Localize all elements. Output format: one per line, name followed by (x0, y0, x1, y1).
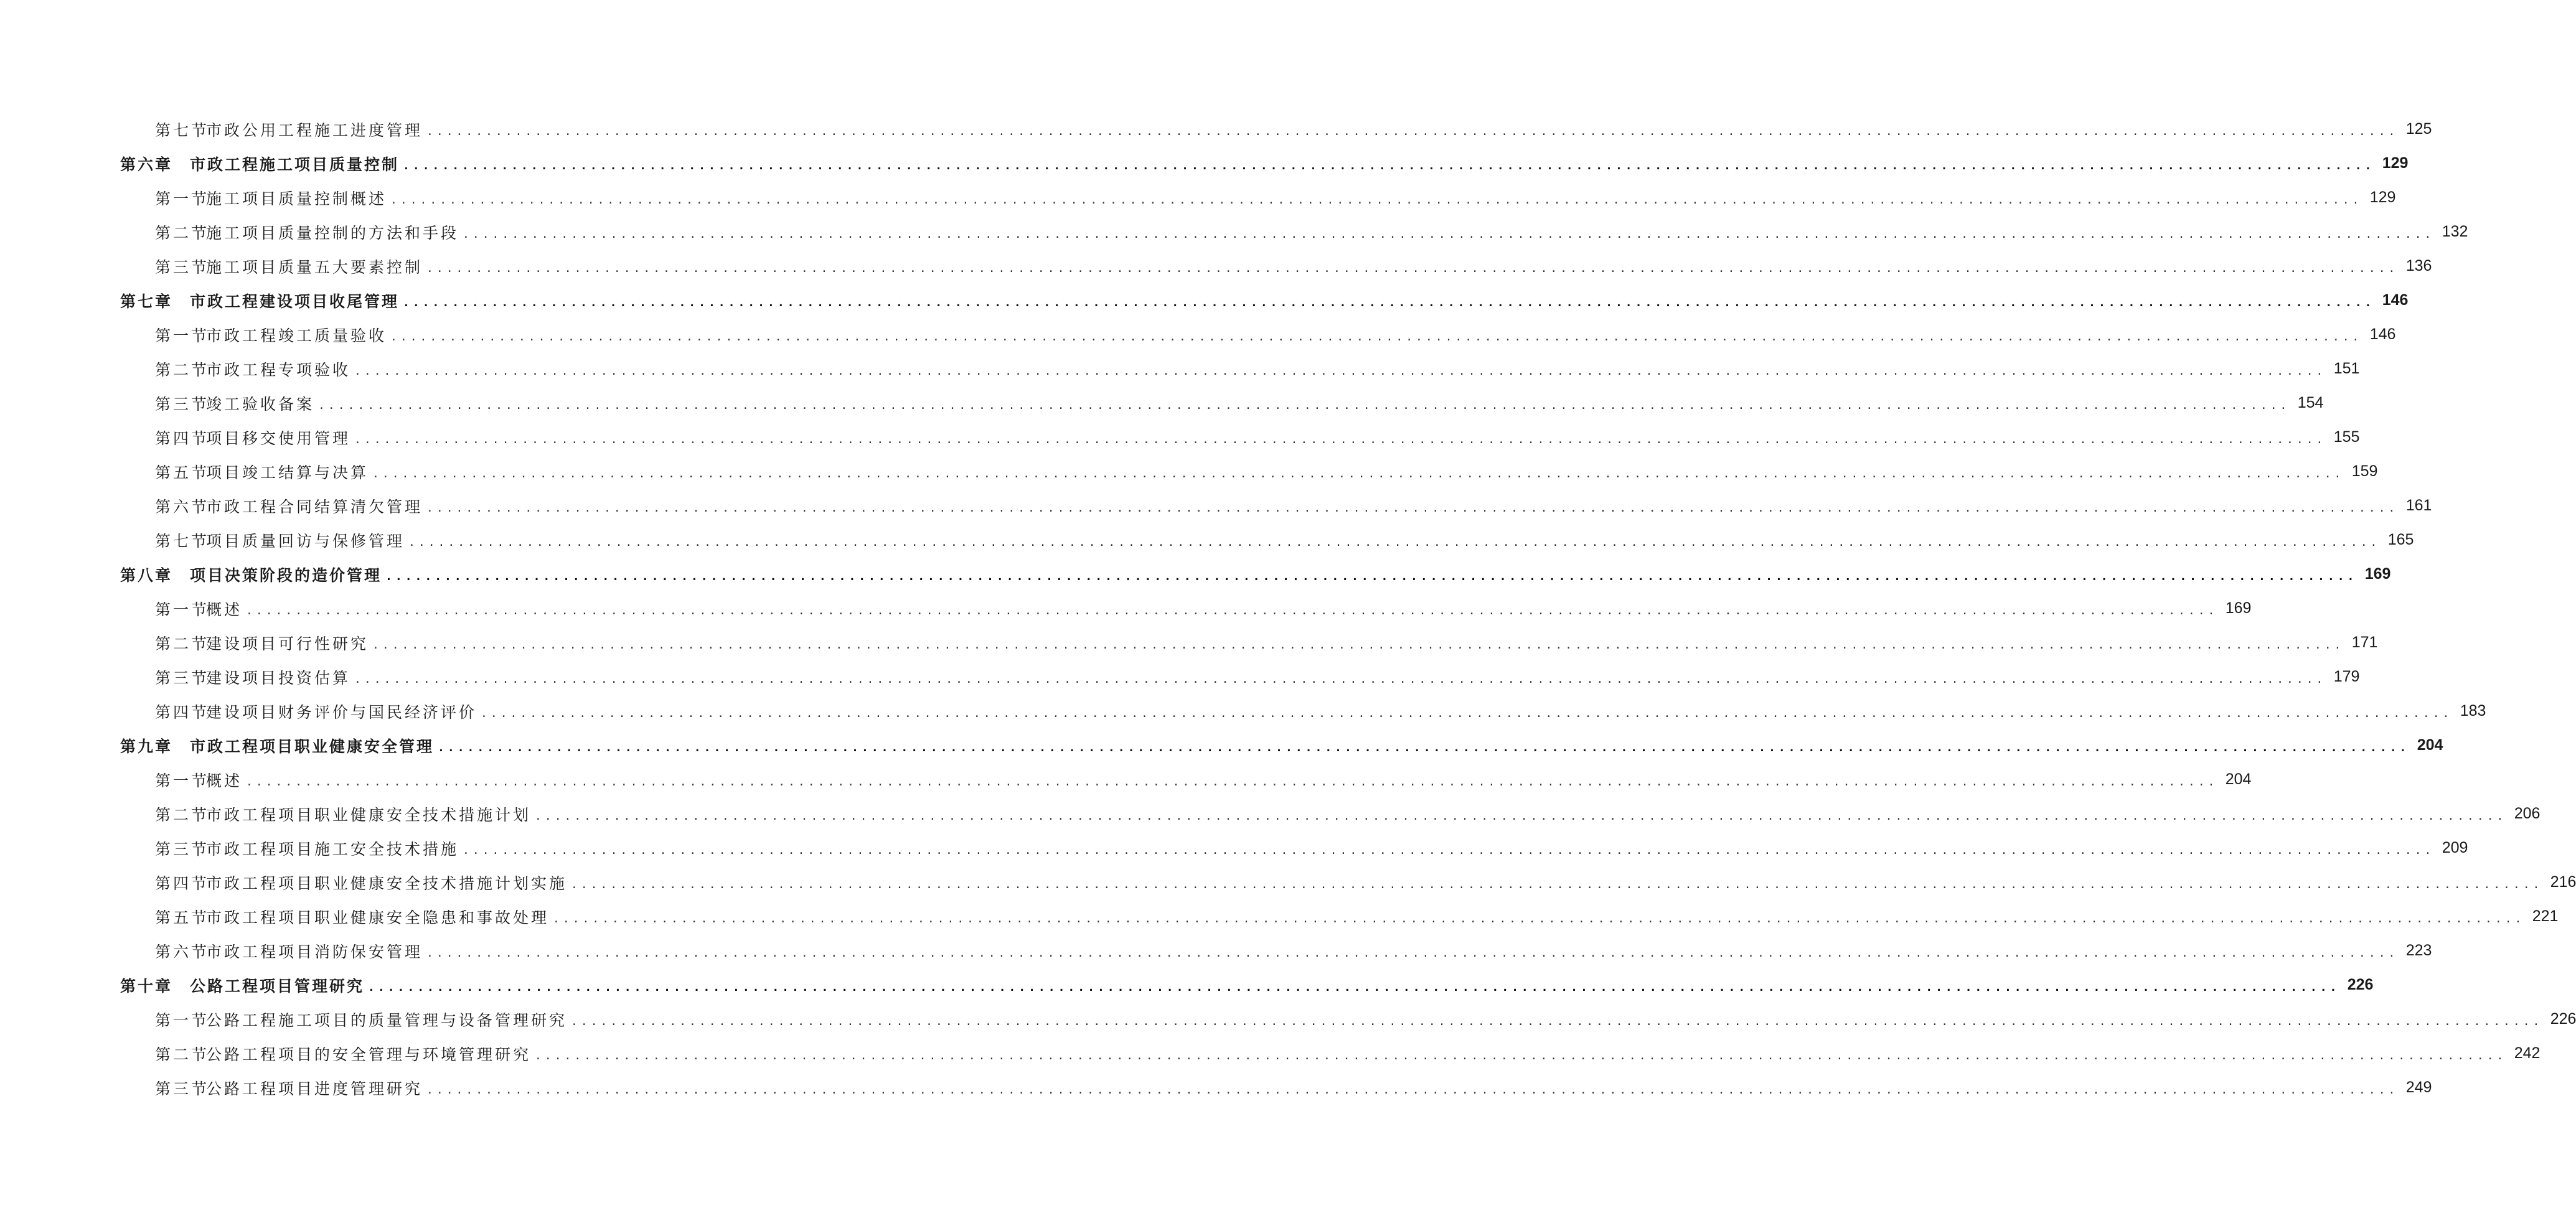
section-number: 第四节 (155, 874, 210, 893)
toc-section-row[interactable] (0, 523, 2414, 557)
toc-chapter-row[interactable] (0, 557, 2391, 591)
section-title: 施工项目质量控制的方法和手段 (206, 223, 459, 242)
section-number: 第七节 (155, 532, 210, 550)
section-title: 项目移交使用管理 (206, 429, 351, 447)
dot-leader: ........................................................................................................................................................................................................ (354, 672, 2326, 686)
toc-section-row[interactable] (0, 180, 2396, 215)
toc-section-row[interactable] (0, 454, 2378, 489)
dot-leader: ........................................................................................................................................................................................................ (426, 501, 2399, 515)
chapter-number: 第九章 (120, 737, 173, 756)
section-title: 市政工程专项验收 (206, 360, 351, 379)
toc-chapter-row[interactable] (0, 283, 2409, 317)
dot-leader: ........................................................................................................................................................................................................ (318, 398, 2290, 412)
section-number: 第三节 (155, 1079, 210, 1098)
dot-leader: ........................................................................................................................................................................................................ (463, 227, 2435, 241)
toc-section-row[interactable] (0, 797, 2541, 831)
page-number: 146 (2369, 326, 2396, 343)
page-number: 242 (2514, 1044, 2541, 1062)
dot-leader: ........................................................................................................................................................................................................ (553, 912, 2525, 925)
dot-leader: ........................................................................................................................................................................................................ (535, 1049, 2507, 1062)
toc-section-row[interactable] (0, 934, 2432, 968)
page-number: 125 (2405, 120, 2432, 138)
toc-section-row[interactable] (0, 420, 2360, 454)
section-number: 第一节 (155, 1011, 210, 1029)
section-number: 第一节 (155, 771, 210, 790)
page-number: 204 (2225, 771, 2252, 788)
section-title: 市政工程项目施工安全技术措施 (206, 840, 459, 858)
table-of-contents (0, 112, 2576, 1105)
section-number: 第一节 (155, 326, 210, 345)
dot-leader: ........................................................................................................................................................................................................ (426, 261, 2399, 275)
section-number: 第一节 (155, 189, 210, 208)
toc-entry-label (155, 1077, 423, 1099)
toc-section-row[interactable] (0, 1002, 2576, 1036)
toc-section-row[interactable] (0, 831, 2468, 865)
dot-leader: ........................................................................................................................................................................................................ (246, 775, 2218, 789)
dot-leader: ........................................................................................................................................................................................................ (368, 980, 2340, 994)
dot-leader: ........................................................................................................................................................................................................ (372, 638, 2344, 652)
toc-entry-label (155, 187, 387, 209)
toc-entry-label (155, 495, 423, 517)
dot-leader: ........................................................................................................................................................................................................ (481, 706, 2453, 720)
section-number: 第五节 (155, 463, 210, 482)
chapter-number: 第十章 (120, 977, 173, 995)
section-title: 市政工程合同结算清欠管理 (206, 497, 423, 516)
toc-section-row[interactable] (0, 591, 2252, 626)
toc-entry-label (120, 734, 434, 757)
dot-leader: ........................................................................................................................................................................................................ (372, 467, 2344, 480)
section-number: 第二节 (155, 634, 210, 653)
toc-section-row[interactable] (0, 1036, 2541, 1071)
page-number: 221 (2532, 907, 2559, 925)
page-number: 171 (2351, 634, 2378, 651)
section-title: 市政工程项目职业健康安全技术措施计划 (206, 805, 532, 824)
dot-leader: ........................................................................................................................................................................................................ (408, 535, 2381, 549)
dot-leader: ........................................................................................................................................................................................................ (246, 604, 2218, 617)
toc-section-row[interactable] (0, 660, 2360, 694)
section-title: 市政工程竣工质量验收 (206, 326, 387, 345)
chapter-number: 第八章 (120, 566, 173, 584)
section-number: 第三节 (155, 258, 210, 276)
section-title: 公路工程施工项目的质量管理与设备管理研究 (206, 1011, 568, 1029)
page-number: 165 (2387, 531, 2414, 548)
section-title: 竣工验收备案 (206, 395, 315, 413)
section-title: 概述 (206, 771, 243, 790)
dot-leader: ........................................................................................................................................................................................................ (571, 878, 2543, 891)
page-number: 209 (2442, 839, 2468, 856)
toc-section-row[interactable] (0, 762, 2252, 797)
chapter-title: 市政工程建设项目收尾管理 (190, 292, 400, 311)
toc-entry-label (155, 529, 405, 551)
page-number: 129 (2382, 154, 2409, 172)
dot-leader: ........................................................................................................................................................................................................ (535, 809, 2507, 823)
page-number: 226 (2550, 1010, 2576, 1028)
section-title: 公路工程项目进度管理研究 (206, 1079, 423, 1098)
toc-section-row[interactable] (0, 899, 2559, 934)
toc-entry-label (155, 906, 549, 928)
section-number: 第二节 (155, 360, 210, 379)
section-title: 建设项目投资估算 (206, 668, 351, 687)
toc-section-row[interactable] (0, 626, 2378, 660)
dot-leader: ........................................................................................................................................................................................................ (385, 569, 2357, 583)
section-title: 市政工程项目消防保安管理 (206, 942, 423, 961)
page-number: 155 (2333, 428, 2360, 446)
page-number: 249 (2405, 1079, 2432, 1096)
toc-entry-label (155, 1043, 531, 1065)
chapter-title: 公路工程项目管理研究 (190, 977, 365, 995)
section-title: 施工项目质量控制概述 (206, 189, 387, 208)
section-title: 市政工程项目职业健康安全技术措施计划实施 (206, 874, 568, 893)
toc-section-row[interactable] (0, 694, 2486, 728)
page-number: 183 (2460, 702, 2486, 719)
toc-section-row[interactable] (0, 215, 2468, 249)
section-number: 第二节 (155, 223, 210, 242)
section-number: 第六节 (155, 942, 210, 961)
section-number: 第三节 (155, 668, 210, 687)
dot-leader: ........................................................................................................................................................................................................ (390, 330, 2362, 344)
toc-section-row[interactable] (0, 112, 2432, 146)
toc-section-row[interactable] (0, 249, 2432, 283)
section-title: 施工项目质量五大要素控制 (206, 258, 423, 276)
toc-section-row[interactable] (0, 865, 2576, 899)
section-number: 第一节 (155, 600, 210, 619)
section-title: 概述 (206, 600, 243, 619)
section-title: 项目质量回访与保修管理 (206, 532, 405, 550)
page-number: 151 (2333, 360, 2360, 377)
toc-entry-label (155, 700, 477, 723)
toc-entry-label (120, 152, 399, 175)
dot-leader: ........................................................................................................................................................................................................ (354, 364, 2326, 378)
page-number: 204 (2417, 736, 2443, 754)
chapter-title: 市政工程项目职业健康安全管理 (190, 737, 435, 756)
page-number: 146 (2382, 291, 2409, 309)
page-number: 136 (2405, 257, 2432, 274)
chapter-title: 市政工程施工项目质量控制 (190, 155, 400, 174)
toc-entry-label (155, 940, 423, 962)
page-number: 179 (2333, 668, 2360, 685)
toc-entry-label (155, 871, 567, 894)
dot-leader: ........................................................................................................................................................................................................ (354, 433, 2326, 446)
toc-entry-label (155, 597, 242, 620)
toc-entry-label (155, 803, 531, 825)
section-number: 第二节 (155, 805, 210, 824)
toc-entry-label (155, 255, 423, 278)
dot-leader: ........................................................................................................................................................................................................ (463, 843, 2435, 857)
page-number: 226 (2347, 976, 2374, 993)
section-title: 市政公用工程施工进度管理 (206, 121, 423, 139)
toc-entry-label (155, 666, 350, 688)
toc-section-row[interactable] (0, 1071, 2432, 1105)
dot-leader: ........................................................................................................................................................................................................ (438, 741, 2410, 754)
section-title: 公路工程项目的安全管理与环境管理研究 (206, 1045, 532, 1064)
page-number: 132 (2442, 223, 2468, 240)
section-title: 建设项目财务评价与国民经济评价 (206, 703, 477, 721)
toc-chapter-row[interactable] (0, 728, 2443, 762)
toc-entry-label (155, 118, 423, 141)
toc-entry-label (120, 563, 382, 586)
section-number: 第四节 (155, 703, 210, 721)
section-number: 第三节 (155, 840, 210, 858)
page-number: 216 (2550, 873, 2576, 891)
dot-leader: ........................................................................................................................................................................................................ (390, 193, 2362, 207)
toc-entry-label (120, 974, 364, 996)
section-title: 市政工程项目职业健康安全隐患和事故处理 (206, 908, 550, 927)
page-number: 154 (2297, 394, 2324, 411)
toc-entry-label (155, 632, 369, 654)
toc-entry-label (155, 461, 369, 483)
toc-chapter-row[interactable] (0, 968, 2374, 1002)
chapter-title: 项目决策阶段的造价管理 (190, 566, 382, 584)
section-title: 建设项目可行性研究 (206, 634, 369, 653)
toc-section-row[interactable] (0, 352, 2360, 386)
chapter-number: 第七章 (120, 292, 173, 311)
chapter-number: 第六章 (120, 155, 173, 174)
section-number: 第六节 (155, 497, 210, 516)
section-number: 第三节 (155, 395, 210, 413)
toc-entry-label (155, 837, 459, 860)
section-title: 项目竣工结算与决算 (206, 463, 369, 482)
dot-leader: ........................................................................................................................................................................................................ (571, 1014, 2543, 1028)
toc-entry-label (120, 289, 399, 312)
page-number: 129 (2369, 189, 2396, 206)
dot-leader: ........................................................................................................................................................................................................ (403, 296, 2375, 309)
toc-entry-label (155, 769, 242, 791)
toc-entry-label (155, 221, 459, 243)
toc-entry-label (155, 324, 387, 346)
toc-entry-label (155, 1008, 567, 1031)
page-number: 159 (2351, 462, 2378, 480)
dot-leader: ........................................................................................................................................................................................................ (426, 946, 2399, 960)
section-number: 第五节 (155, 908, 210, 927)
section-number: 第四节 (155, 429, 210, 447)
page-number: 169 (2225, 599, 2252, 617)
dot-leader: ........................................................................................................................................................................................................ (403, 159, 2375, 172)
dot-leader: ........................................................................................................................................................................................................ (426, 1083, 2399, 1097)
toc-chapter-row[interactable] (0, 146, 2409, 180)
section-number: 第二节 (155, 1045, 210, 1064)
toc-entry-label (155, 392, 314, 415)
page-number: 161 (2405, 497, 2432, 514)
toc-entry-label (155, 426, 350, 449)
section-number: 第七节 (155, 121, 210, 139)
toc-section-row[interactable] (0, 386, 2324, 420)
page-number: 206 (2514, 805, 2541, 822)
page-number: 223 (2405, 942, 2432, 959)
dot-leader: ........................................................................................................................................................................................................ (426, 124, 2399, 138)
toc-section-row[interactable] (0, 489, 2432, 523)
page-number: 169 (2364, 565, 2391, 583)
toc-entry-label (155, 358, 350, 380)
toc-section-row[interactable] (0, 317, 2396, 352)
